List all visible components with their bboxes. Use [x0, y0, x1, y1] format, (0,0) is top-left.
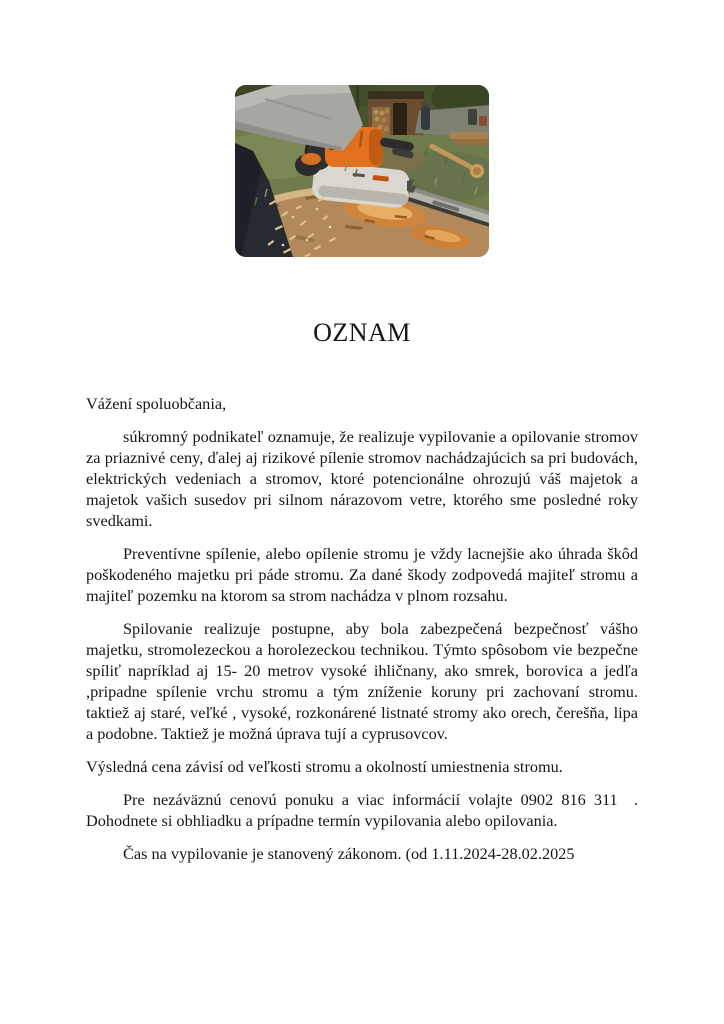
paragraph-prevention: Preventívne spílenie, alebo opílenie stromu je vždy lacnejšie ako úhrada škôd poškodeného majetku pri páde stromu. Za dané škody zodpovedá majiteľ stromu a majiteľ pozemku na ktorom sa strom nachádza v plnom rozsahu.	[86, 544, 643, 605]
paragraph-legal-period: Čas na vypilovanie je stanovený zákonom. (od 1.11.2024-28.02.2025	[123, 844, 575, 863]
page-title: OZNAM	[313, 318, 411, 347]
paragraph-method: Spilovanie realizuje postupne, aby bola zabezpečená bezpečnosť vášho majetku, stromolezeckou a horolezeckou technikou. Týmto spôsobom vie bezpečne spíliť napríklad aj 15- 20 metrov vysoké ihličnany, ako smrek, borovica a jedľa ,pripadne spílenie vrchu stromu a tým zníženie koruny pri zachovaní stromu. taktiež aj staré, veľké , vysoké, rozkonárené listnaté stromy ako orech, čerešňa, lipa a podobne. Taktiež je možná úprava tují a cyprusovcov.	[86, 619, 647, 743]
salutation: Vážení spoluobčania,	[86, 394, 227, 413]
chainsaw-photo	[235, 85, 489, 257]
paragraph-price: Výsledná cena závisí od veľkosti stromu a okolností umiestnenia stromu.	[86, 757, 563, 776]
paragraph-contact: Pre nezáväznú cenovú ponuku a viac informácií volajte 0902 816 311 . Dohodnete si obhliadku a prípadne termín vypilovania alebo opilovania.	[86, 790, 643, 830]
chainsaw-photo-illustration	[235, 85, 489, 257]
paragraph-announcement: súkromný podnikateľ oznamuje, že realizuje vypilovanie a opilovanie stromov za priaznivé ceny, ďalej aj rizikové pílenie stromov nachádzajúcich sa pri budovách, elektrických vedeniach a stromov, ktoré potencionálne ohrozujú váš majetok a majetok vašich susedov pri silnom nárazovom vetre, ktorého sme posledné roky svedkami.	[86, 427, 643, 530]
